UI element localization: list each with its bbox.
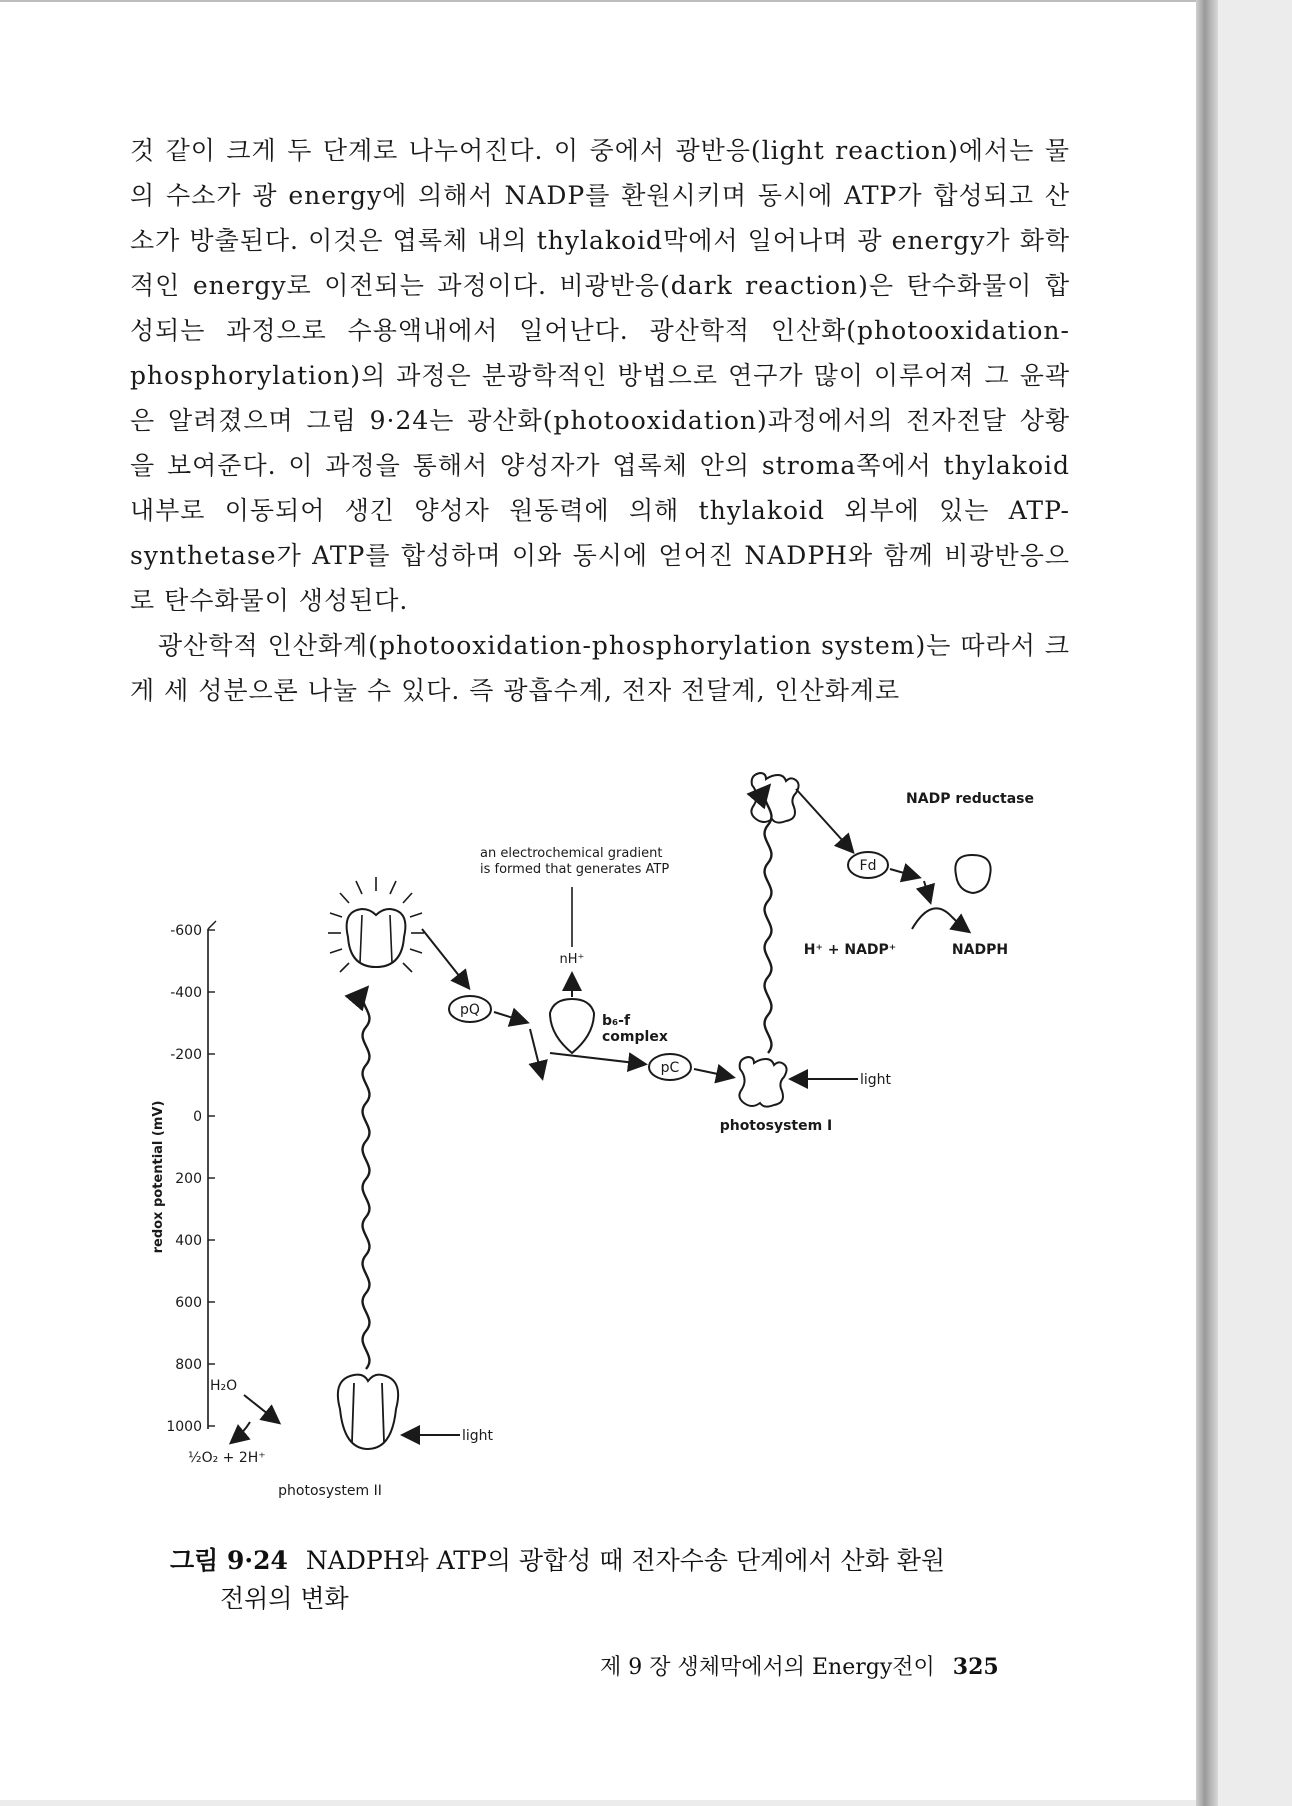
paragraph-2: 광산학적 인산화계(photooxidation-phosphorylation system)는 따라서 크게 세 성분으론 나눌 수 있다. 즉 광흡수계, 전자 전달계, 인산화계로 (130, 631, 1070, 705)
excitation-wave-ps2 (363, 989, 370, 1369)
y-axis (151, 921, 216, 1435)
page-footer (600, 1650, 999, 1681)
light-label-ps1: light (860, 1072, 892, 1088)
y-tick-label: 400 (175, 1233, 202, 1249)
gradient-label-line2: is formed that generates ATP (480, 862, 670, 877)
photosystem-ii-label: photosystem II (278, 1483, 382, 1499)
y-tick-label: -600 (170, 923, 202, 939)
photosystem-i-icon (739, 1057, 786, 1107)
light-label-ps2: light (462, 1428, 494, 1444)
b6f-label: b₆-f (602, 1013, 631, 1029)
chapter-title: 제 9 장 생체막에서의 Energy전이 (600, 1655, 935, 1680)
b6f-complex-icon (550, 999, 594, 1053)
y-tick-label: -200 (170, 1047, 202, 1063)
fd-label: Fd (859, 858, 877, 874)
nadp-plus-label: H⁺ + NADP⁺ (803, 942, 897, 958)
pq-label: pQ (460, 1002, 480, 1018)
nh-label: nH⁺ (559, 952, 585, 967)
figure-caption (170, 1542, 1070, 1618)
caption-text-line2: 전위의 변화 (220, 1584, 349, 1613)
figure-number: 그림 9·24 (170, 1546, 288, 1575)
caption-text: NADPH와 ATP의 광합성 때 전자수송 단계에서 산화 환원 (305, 1546, 946, 1575)
excited-photosystem-ii-icon (328, 877, 424, 972)
nadp-reductase-icon (955, 855, 990, 893)
nadph-label: NADPH (951, 942, 1009, 958)
excitation-wave-ps1 (765, 787, 772, 1053)
excited-photosystem-i-icon (751, 773, 798, 823)
photosystem-i-label: photosystem I (719, 1118, 833, 1134)
y-tick-label: 600 (175, 1295, 202, 1311)
y-tick-label: 0 (193, 1109, 202, 1125)
paragraph-1: 것 같이 크게 두 단계로 나누어진다. 이 중에서 광반응(light reaction)에서는 물의 수소가 광 energy에 의해서 NADP를 환원시키며 동시에 ATP가 합성되고 산소가 방출된다. 이것은 엽록체 내의 thylakoid막에서 일어나며 광 energy가 화학적인 energy로 이전되는 과정이다. 비광반응(dark reaction)은 탄수화물이 합성되는 과정으로 수용액내에서 일어난다. 광산학적 인산화(photooxidation-phosphorylation)의 과정은 분광학적인 방법으로 연구가 많이 이루어져 그 윤곽은 알려졌으며 그림 9·24는 광산화(photooxidation)과정에서의 전자전달 상황을 보여준다. 이 과정을 통해서 양성자가 엽록체 안의 stroma쪽에서 thylakoid 내부로 이동되어 생긴 양성자 원동력에 의해 thylakoid 외부에 있는 ATP-synthetase가 ATP를 합성하며 이와 동시에 얻어진 NADPH와 함께 비광반응으로 탄수화물이 생성된다. (130, 136, 1070, 615)
photosystem-ii-icon (338, 1375, 398, 1449)
figure-9-24 (140, 791, 1080, 1537)
pc-label: pC (660, 1060, 680, 1076)
y-tick-label: 200 (175, 1171, 202, 1187)
nadp-reductase-label: NADP reductase (906, 791, 1034, 807)
page-number: 325 (952, 1654, 999, 1680)
y-axis-label: redox potential (mV) (151, 1100, 166, 1254)
h2o-label: H₂O (210, 1378, 238, 1394)
z-scheme-diagram (140, 791, 1080, 1537)
y-tick-label: -400 (170, 985, 202, 1001)
y-tick-label: 1000 (166, 1419, 202, 1435)
body-text (130, 128, 1070, 713)
y-tick-label: 800 (175, 1357, 202, 1373)
b6f-complex-label: complex (602, 1029, 668, 1045)
gradient-label-line1: an electrochemical gradient (480, 846, 663, 861)
o2-label: ½O₂ + 2H⁺ (188, 1450, 266, 1466)
book-spine (1196, 0, 1218, 1806)
